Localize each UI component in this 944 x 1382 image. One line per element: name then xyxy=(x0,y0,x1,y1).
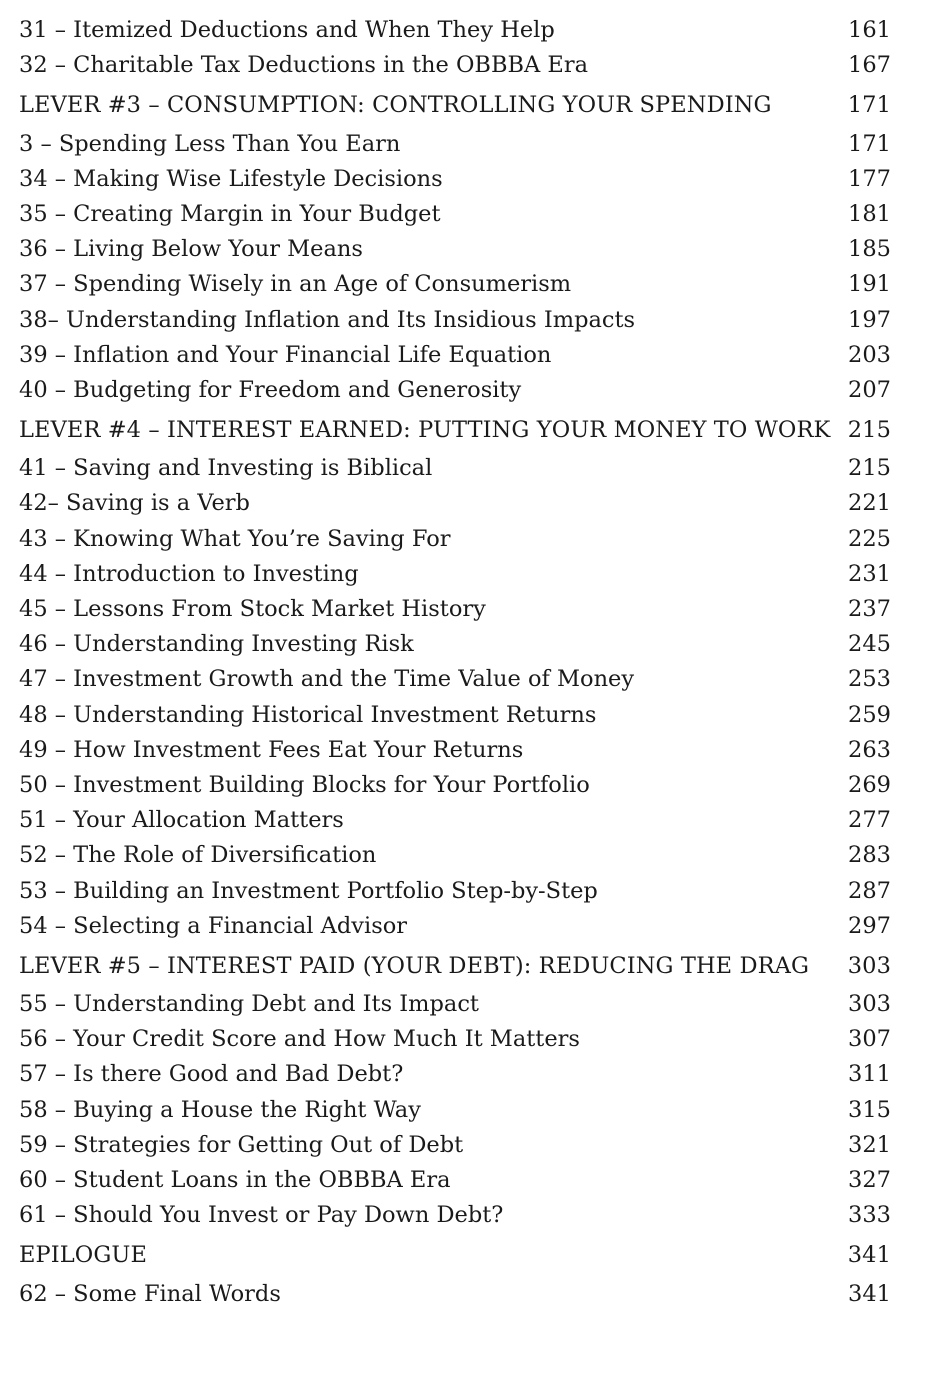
toc-entry-39[interactable] xyxy=(19,338,891,373)
toc-entry-title: 53 – Building an Investment Portfolio Step-by-Step xyxy=(19,877,598,904)
toc-entry-33[interactable] xyxy=(19,127,891,162)
toc-entry-title: 62 – Some Final Words xyxy=(19,1280,281,1307)
toc-entry-50[interactable] xyxy=(19,768,891,803)
toc-entry-43[interactable] xyxy=(19,522,891,557)
toc-entry-44[interactable] xyxy=(19,557,891,592)
toc-entry-page: 263 xyxy=(848,736,891,763)
toc-entry-page: 297 xyxy=(848,912,891,939)
toc-entry-page: 259 xyxy=(848,701,891,728)
toc-entry-56[interactable] xyxy=(19,1022,891,1057)
toc-entry-47[interactable] xyxy=(19,662,891,697)
toc-entry-title: 31 – Itemized Deductions and When They Help xyxy=(19,17,555,43)
toc-section-title: EPILOGUE xyxy=(19,1242,147,1269)
toc-entry-page: 277 xyxy=(848,807,891,834)
toc-entry-title: 57 – Is there Good and Bad Debt? xyxy=(19,1061,404,1088)
toc-entry-page: 203 xyxy=(848,341,891,368)
toc-entry-page: 307 xyxy=(848,1026,891,1053)
toc-entry-title: 35 – Creating Margin in Your Budget xyxy=(19,200,441,227)
toc-entry-38[interactable] xyxy=(19,303,891,338)
toc-entry-53[interactable] xyxy=(19,874,891,909)
toc-entry-59[interactable] xyxy=(19,1128,891,1163)
toc-entry-42[interactable] xyxy=(19,486,891,521)
toc-entry-31[interactable] xyxy=(19,13,891,48)
toc-entry-title: 3 – Spending Less Than You Earn xyxy=(19,130,401,157)
toc-entry-title: 34 – Making Wise Lifestyle Decisions xyxy=(19,165,443,192)
toc-entry-51[interactable] xyxy=(19,803,891,838)
toc-entry-page: 253 xyxy=(848,666,891,693)
toc-entry-page: 225 xyxy=(848,525,891,552)
toc-entry-32[interactable] xyxy=(19,48,891,83)
table-of-contents xyxy=(19,13,891,1312)
toc-entry-page: 327 xyxy=(848,1167,891,1193)
toc-entry-45[interactable] xyxy=(19,592,891,627)
toc-entry-title: 40 – Budgeting for Freedom and Generosity xyxy=(19,376,522,403)
toc-entry-40[interactable] xyxy=(19,373,891,408)
toc-entry-page: 311 xyxy=(848,1061,891,1088)
toc-section-page: 215 xyxy=(847,417,891,444)
toc-entry-page: 269 xyxy=(848,771,891,798)
toc-entry-page: 207 xyxy=(848,376,891,403)
toc-entry-title: 39 – Inflation and Your Financial Life Equation xyxy=(19,341,552,368)
toc-entry-title: 58 – Buying a House the Right Way xyxy=(19,1096,421,1123)
toc-entry-title: 36 – Living Below Your Means xyxy=(19,236,363,263)
toc-entry-title: 60 – Student Loans in the OBBBA Era xyxy=(19,1167,451,1193)
toc-entry-page: 245 xyxy=(848,631,891,658)
toc-entry-title: 43 – Knowing What You’re Saving For xyxy=(19,525,451,552)
toc-entry-title: 55 – Understanding Debt and Its Impact xyxy=(19,991,479,1018)
toc-entry-page: 333 xyxy=(848,1202,891,1229)
toc-entry-57[interactable] xyxy=(19,1057,891,1092)
toc-entry-page: 341 xyxy=(848,1280,891,1307)
toc-entry-title: 42– Saving is a Verb xyxy=(19,490,250,517)
toc-entry-page: 221 xyxy=(848,490,891,517)
toc-entry-title: 44 – Introduction to Investing xyxy=(19,560,359,587)
toc-entry-37[interactable] xyxy=(19,267,891,302)
toc-entry-page: 215 xyxy=(848,455,891,482)
toc-entry-page: 237 xyxy=(848,596,891,622)
toc-entry-54[interactable] xyxy=(19,909,891,944)
toc-section-epilogue[interactable] xyxy=(19,1238,891,1273)
toc-entry-58[interactable] xyxy=(19,1093,891,1128)
toc-entry-page: 231 xyxy=(848,560,891,587)
toc-entry-34[interactable] xyxy=(19,162,891,197)
toc-entry-title: 52 – The Role of Diversification xyxy=(19,842,377,869)
toc-section-title: LEVER #5 – INTEREST PAID (YOUR DEBT): REDUCING THE DRAG xyxy=(19,952,810,979)
toc-entry-48[interactable] xyxy=(19,698,891,733)
toc-entry-title: 38– Understanding Inflation and Its Insidious Impacts xyxy=(19,306,636,333)
toc-section-lever-4[interactable] xyxy=(19,413,891,448)
toc-entry-title: 50 – Investment Building Blocks for Your Portfolio xyxy=(19,771,590,798)
toc-section-page: 171 xyxy=(847,92,891,119)
toc-entry-page: 315 xyxy=(848,1096,891,1123)
toc-section-page: 341 xyxy=(847,1242,891,1269)
toc-entry-60[interactable] xyxy=(19,1163,891,1198)
toc-entry-page: 303 xyxy=(848,991,891,1018)
toc-entry-page: 321 xyxy=(848,1131,891,1158)
toc-section-lever-3[interactable] xyxy=(19,88,891,123)
toc-entry-title: 61 – Should You Invest or Pay Down Debt? xyxy=(19,1202,504,1229)
toc-entry-title: 49 – How Investment Fees Eat Your Returns xyxy=(19,736,524,763)
toc-entry-title: 48 – Understanding Historical Investment Returns xyxy=(19,701,597,728)
toc-entry-page: 181 xyxy=(848,200,891,227)
toc-entry-title: 59 – Strategies for Getting Out of Debt xyxy=(19,1131,464,1158)
toc-entry-title: 56 – Your Credit Score and How Much It Matters xyxy=(19,1026,580,1053)
toc-entry-title: 41 – Saving and Investing is Biblical xyxy=(19,455,433,482)
toc-entry-61[interactable] xyxy=(19,1198,891,1233)
toc-entry-page: 171 xyxy=(848,130,891,157)
toc-entry-page: 197 xyxy=(848,306,891,333)
toc-entry-49[interactable] xyxy=(19,733,891,768)
toc-section-title: LEVER #3 – CONSUMPTION: CONTROLLING YOUR SPENDING xyxy=(19,92,772,119)
toc-entry-title: 47 – Investment Growth and the Time Value of Money xyxy=(19,666,635,693)
toc-section-title: LEVER #4 – INTEREST EARNED: PUTTING YOUR MONEY TO WORK xyxy=(19,417,831,444)
toc-entry-62[interactable] xyxy=(19,1277,891,1312)
toc-entry-title: 45 – Lessons From Stock Market History xyxy=(19,596,486,622)
toc-entry-page: 161 xyxy=(848,17,891,43)
toc-entry-page: 287 xyxy=(848,877,891,904)
toc-section-page: 303 xyxy=(847,952,891,979)
toc-entry-page: 185 xyxy=(848,236,891,263)
toc-entry-55[interactable] xyxy=(19,987,891,1022)
toc-entry-52[interactable] xyxy=(19,838,891,873)
toc-entry-41[interactable] xyxy=(19,451,891,486)
toc-section-lever-5[interactable] xyxy=(19,949,891,984)
toc-entry-title: 37 – Spending Wisely in an Age of Consumerism xyxy=(19,271,572,298)
toc-entry-page: 283 xyxy=(848,842,891,869)
toc-entry-title: 32 – Charitable Tax Deductions in the OBBBA Era xyxy=(19,52,589,79)
toc-entry-35[interactable] xyxy=(19,197,891,232)
toc-entry-36[interactable] xyxy=(19,232,891,267)
toc-entry-page: 191 xyxy=(848,271,891,298)
toc-entry-title: 54 – Selecting a Financial Advisor xyxy=(19,912,408,939)
toc-entry-page: 177 xyxy=(848,165,891,192)
toc-entry-46[interactable] xyxy=(19,627,891,662)
toc-entry-title: 46 – Understanding Investing Risk xyxy=(19,631,414,658)
toc-entry-title: 51 – Your Allocation Matters xyxy=(19,807,344,834)
toc-entry-page: 167 xyxy=(848,52,891,79)
